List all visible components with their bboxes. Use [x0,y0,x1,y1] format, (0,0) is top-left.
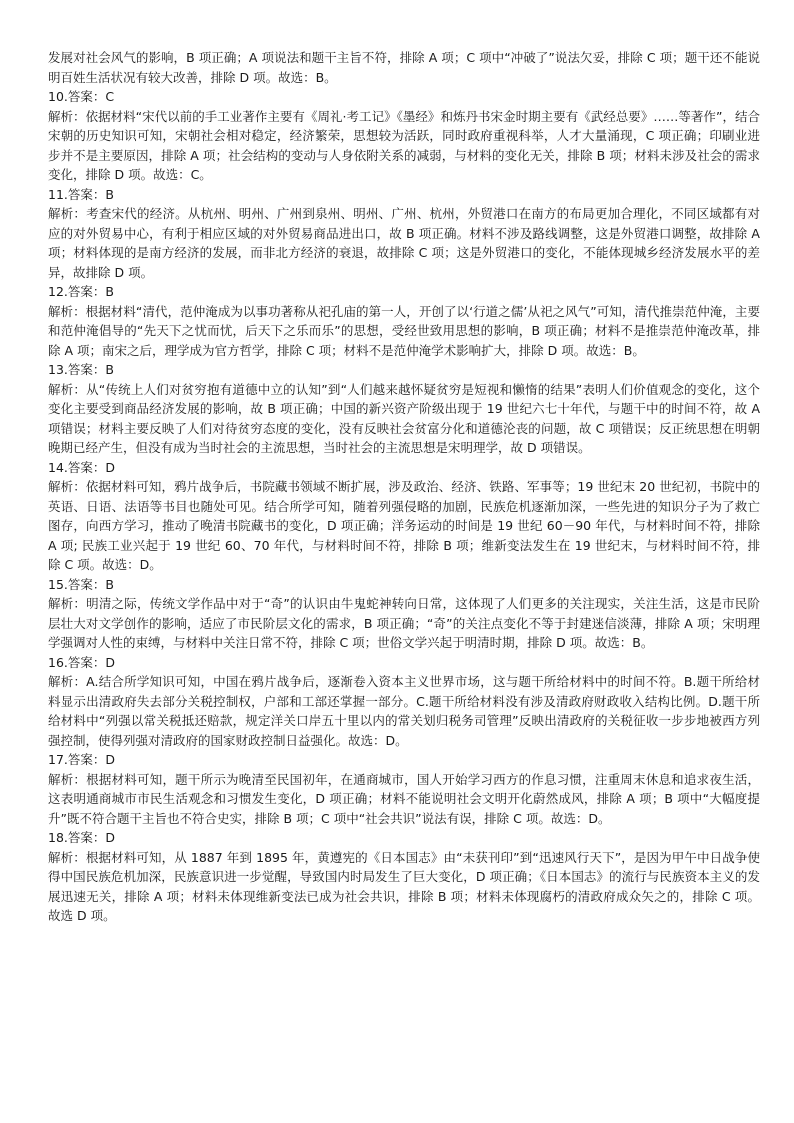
answer-analysis-page [48,48,760,926]
answer-label: 15.答案：B [48,576,114,592]
analysis-text: 解析：明清之际，传统文学作品中对于“奇”的认识由牛鬼蛇神转向日常，这体现了人们更多的关注现实，关注生活，这是市民阶层壮大对文学创作的影响，适应了市民阶层文化的需求，B 项正确；“奇”的关注点变化不等于封建迷信淡薄，排除 A 项；宋明理学强调对人性的束缚，与材料中关注日常不符，排除 C 项；世俗文学兴起于明清时期，排除 D 项。故选：B。 [48,596,760,650]
analysis-text: 解析：A.结合所学知识可知，中国在鸦片战争后，逐渐卷入资本主义世界市场，这与题干所给材料中的时间不符。B.题干所给材料显示出清政府失去部分关税控制权，户部和工部还掌握一部分。C.题干所给材料没有涉及清政府财政收入结构比例。D.题干所给材料中“列强以常关税抵还赔款，规定洋关口岸五十里以内的常关划归税务司管理”反映出清政府的关税征收一步步地被西方列强控制，使得列强对清政府的国家财政控制日益强化。故选：D。 [48,674,760,748]
answer-item-12 [48,282,760,360]
analysis-text: 解析：从“传统上人们对贫穷抱有道德中立的认知”到“人们越来越怀疑贫穷是短视和懒惰的结果”表明人们价值观念的变化，这个变化主要受到商品经济发展的影响，故 B 项正确；中国的新兴资产阶级出现于 19 世纪六七十年代，与题干中的时间不符，故 A 项错误；材料主要反映了人们对待贫穷态度的变化，没有反映社会贫富分化和道德沦丧的问题，故 C 项错误；反正统思想在明朝晚期已经产生，但没有成为当时社会的主流思想，当时社会的主流思想是宋明理学，故 D 项错误。 [48,381,760,455]
answer-item-16 [48,653,760,751]
answer-label: 10.答案：C [48,89,115,104]
answer-label: 11.答案：B [48,186,114,202]
answer-label: 12.答案：B [48,284,114,299]
answer-label: 18.答案：D [48,830,116,845]
answer-item-13 [48,360,760,458]
analysis-text: 解析：根据材料可知，从 1887 年到 1895 年，黄遵宪的《日本国志》由“未获刊印”到“迅速风行天下”，是因为甲午中日战争使得中国民族危机加深，民族意识进一步觉醒，导致国内时局发生了巨大变化，D 项正确；《日本国志》的流行与民族资本主义的发展迅速无关，排除 A 项；材料未体现维新变法已成为社会共识，排除 B 项；材料未体现腐朽的清政府成众矢之的，排除 C 项。故选 D 项。 [48,849,760,923]
answer-label: 16.答案：D [48,654,116,670]
analysis-text: 解析：考查宋代的经济。从杭州、明州、广州到泉州、明州、广州、杭州，外贸港口在南方的布局更加合理化，不同区域都有对应的对外贸易中心，有利于相应区域的对外贸易商品进出口，故 B 项正确。材料不涉及路线调整，这是外贸港口调整，故排除 A 项；材料体现的是南方经济的发展，而非北方经济的衰退，故排除 C 项；这是外贸港口的变化，不能体现城乡经济发展水平的差异，故排除 D 项。 [48,206,760,280]
answer-label: 14.答案：D [48,459,116,475]
analysis-text: 解析：根据材料“清代，范仲淹成为以事功著称从祀孔庙的第一人，开创了以‘行道之儒’从祀之风气”可知，清代推崇范仲淹，主要和范仲淹倡导的“先天下之忧而忧，后天下之乐而乐”的思想，受经世致用思想的影响，B 项正确；材料不是推崇范仲淹改革，排除 A 项；南宋之后，理学成为官方哲学，排除 C 项；材料不是范仲淹学术影响扩大，排除 D 项。故选：B。 [48,303,760,358]
intro-paragraph: 发展对社会风气的影响，B 项正确；A 项说法和题干主旨不符，排除 A 项；C 项中“冲破了”说法欠妥，排除 C 项；题干还不能说明百姓生活状况有较大改善，排除 D 项。故选：B。 [48,50,760,85]
analysis-text: 解析：根据材料可知，题干所示为晚清至民国初年，在通商城市，国人开始学习西方的作息习惯，注重周末休息和追求夜生活，这表明通商城市市民生活观念和习惯发生变化，D 项正确；材料不能说明社会文明开化蔚然成风，排除 A 项；B 项中“大幅度提升”既不符合题干主旨也不符合史实，排除 B 项；C 项中“社会共识”说法有误，排除 C 项。故选：D。 [48,771,760,826]
answer-label: 13.答案：B [48,362,114,377]
answer-item-18 [48,828,760,926]
analysis-text: 解析：依据材料可知，鸦片战争后，书院藏书领域不断扩展，涉及政治、经济、铁路、军事等；19 世纪末 20 世纪初，书院中的英语、日语、法语等书目也随处可见。结合所学可知，随着列强侵略的加剧，民族危机逐渐加深，一些先进的知识分子为了救亡图存，向西方学习，推动了晚清书院藏书的变化，D 项正确；洋务运动的时间是 19 世纪 60－90 年代，与材料时间不符，排除 A 项; 民族工业兴起于 19 世纪 60、70 年代，与材料时间不符，排除 B 项；维新变法发生在 19 世纪末，与材料时间不符，排除 C 项。故选：D。 [48,479,760,572]
answer-label: 17.答案：D [48,752,116,767]
answer-item-15 [48,575,760,653]
answer-item-11 [48,185,760,283]
answer-item-17 [48,750,760,828]
answer-item-10 [48,87,760,185]
analysis-text: 解析：依据材料“宋代以前的手工业著作主要有《周礼·考工记》《墨经》和炼丹书宋金时期主要有《武经总要》……等著作”，结合宋朝的历史知识可知，宋朝社会相对稳定，经济繁荣，思想较为活跃，同时政府重视科举，人才大量涌现，C 项正确；印刷业进步并不是主要原因，排除 A 项；社会结构的变动与人身依附关系的减弱，与材料的变化无关，排除 B 项；材料未涉及社会的需求变化，排除 D 项。故选：C。 [48,108,760,182]
answer-item-14 [48,458,760,575]
